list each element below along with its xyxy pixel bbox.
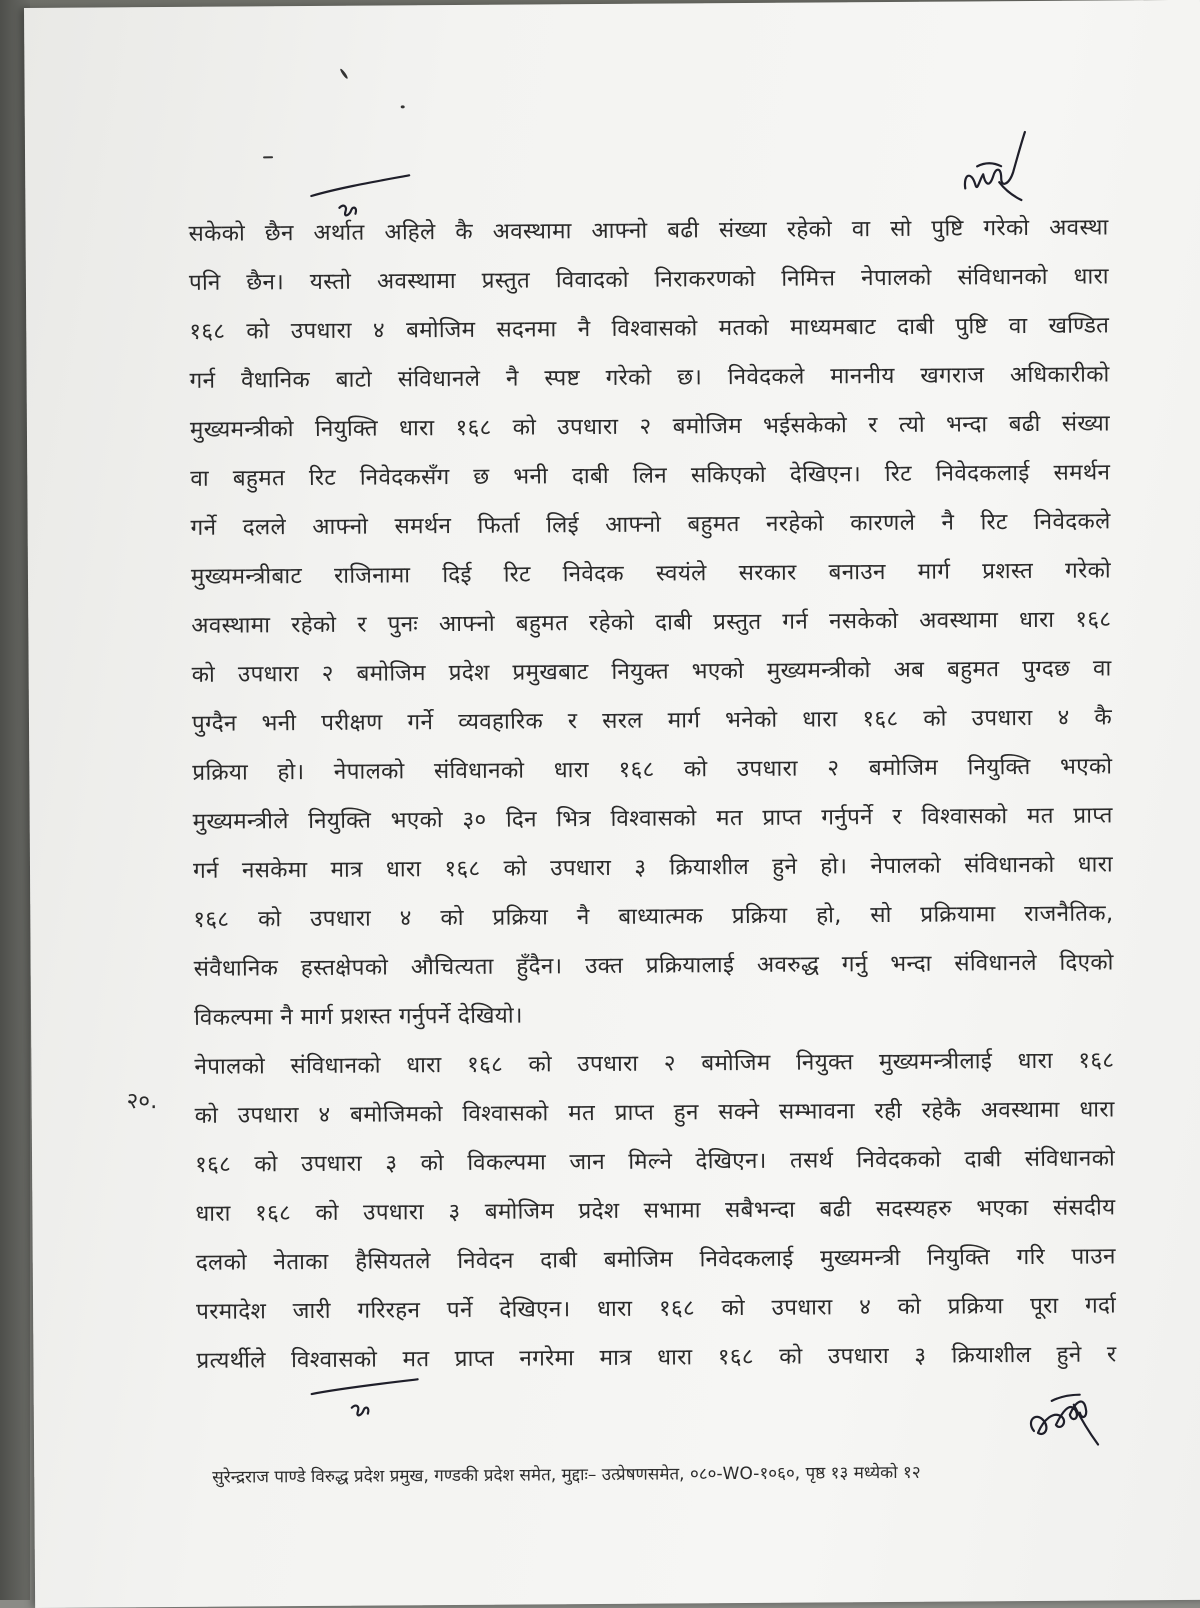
paragraph-line: नेपालको संविधानको धारा १६८ को उपधारा २ बमोजिम नियुक्त मुख्यमन्त्रीलाई धारा १६८: [194, 1047, 1115, 1080]
page-footer: सुरेन्द्रराज पाण्डे विरुद्ध प्रदेश प्रमुख, गण्डकी प्रदेश समेत, मुद्दाः– उत्प्रेषणसमेत, ०८०-WO-१०६०, पृष्ठ १३ मध्येको १२: [212, 1462, 921, 1488]
text-line: गर्न नसकेमा मात्र धारा १६८ को उपधारा ३ क्रियाशील हुने हो। नेपालको संविधानको धारा: [192, 851, 1114, 884]
text-line: अवस्थामा रहेको र पुनः आफ्नो बहुमत रहेको दाबी प्रस्तुत गर्न नसकेको अवस्थामा धारा १६८: [191, 606, 1112, 639]
paragraph-line: १६८ को उपधारा ३ को विकल्पमा जान मिल्ने देखिएन। तसर्थ निवेदकको दाबी संविधानको: [194, 1145, 1116, 1178]
paper-mark: [339, 68, 348, 80]
document-page: [24, 0, 1200, 1608]
document-body: [188, 203, 1116, 1385]
text-line: पुग्दैन भनी परीक्षण गर्ने व्यवहारिक र सरल मार्ग भनेको धारा १६८ को उपधारा ४ कै: [191, 704, 1113, 737]
paper-mark: [263, 156, 273, 158]
text-line: गर्ने दलले आफ्नो समर्थन फिर्ता लिई आफ्नो बहुमत नरहेको कारणले नै रिट निवेदकले: [190, 508, 1111, 541]
text-line: मुख्यमन्त्रीबाट राजिनामा दिई रिट निवेदक स्वयंले सरकार बनाउन मार्ग प्रशस्त गरेको: [190, 557, 1112, 590]
text-line: गर्न वैधानिक बाटो संविधानले नै स्पष्ट गरेको छ। निवेदकले माननीय खगराज अधिकारीको: [189, 361, 1110, 394]
paragraph-line: को उपधारा ४ बमोजिमको विश्वासको मत प्राप्त हुन सक्ने सम्भावना रही रहेकै अवस्थामा धारा: [194, 1096, 1115, 1129]
paragraph-line: दलको नेताका हैसियतले निवेदन दाबी बमोजिम निवेदकलाई मुख्यमन्त्री नियुक्ति गरि पाउन: [195, 1243, 1116, 1276]
text-line: मुख्यमन्त्रीले नियुक्ति भएको ३० दिन भित्र विश्वासको मत प्राप्त गर्नुपर्ने र विश्वासको मत प्राप्त: [192, 802, 1113, 835]
text-line: संवैधानिक हस्तक्षेपको औचित्यता हुँदैन। उक्त प्रक्रियालाई अवरुद्ध गर्नु भन्दा संविधानले दिएको: [193, 949, 1114, 982]
text-line: सकेको छैन अर्थात अहिले कै अवस्थामा आफ्नो बढी संख्या रहेको वा सो पुष्टि गरेको अवस्था: [188, 214, 1109, 247]
text-line: विकल्पमा नै मार्ग प्रशस्त गर्नुपर्ने देखियो।: [193, 1002, 523, 1031]
paragraph-number: २०.: [126, 1088, 158, 1115]
signature-initial-top-right: [955, 126, 1046, 217]
paragraph-line: परमादेश जारी गरिरहन पर्ने देखिएन। धारा १६८ को उपधारा ४ को प्रक्रिया पूरा गर्दा: [196, 1292, 1117, 1325]
paragraph-line: धारा १६८ को उपधारा ३ बमोजिम प्रदेश सभामा सबैभन्दा बढी सदस्यहरु भएका संसदीय: [195, 1194, 1116, 1227]
text-line: प्रक्रिया हो। नेपालको संविधानको धारा १६८ को उपधारा २ बमोजिम नियुक्ति भएको: [192, 753, 1113, 786]
text-line: को उपधारा २ बमोजिम प्रदेश प्रमुखबाट नियुक्त भएको मुख्यमन्त्रीको अब बहुमत पुग्दछ वा: [191, 655, 1112, 688]
text-line: मुख्यमन्त्रीको नियुक्ति धारा १६८ को उपधारा २ बमोजिम भईसकेको र त्यो भन्दा बढी संख्या: [189, 410, 1111, 443]
paper-mark: [401, 105, 405, 108]
text-line: १६८ को उपधारा ४ बमोजिम सदनमा नै विश्वासको मतको माध्यमबाट दाबी पुष्टि वा खण्डित: [189, 312, 1110, 345]
text-line: १६८ को उपधारा ४ को प्रक्रिया नै बाध्यात्मक प्रक्रिया हो, सो प्रक्रियामा राजनैतिक,: [193, 900, 1114, 933]
text-line: पनि छैन। यस्तो अवस्थामा प्रस्तुत विवादको निराकरणको निमित्त नेपालको संविधानको धारा: [188, 263, 1109, 296]
paragraph-line: प्रत्यर्थीले विश्वासको मत प्राप्त नगरेमा मात्र धारा १६८ को उपधारा ३ क्रियाशील हुने र: [196, 1341, 1117, 1374]
text-line: वा बहुमत रिट निवेदकसँग छ भनी दाबी लिन सकिएको देखिएन। रिट निवेदकलाई समर्थन: [190, 459, 1111, 492]
